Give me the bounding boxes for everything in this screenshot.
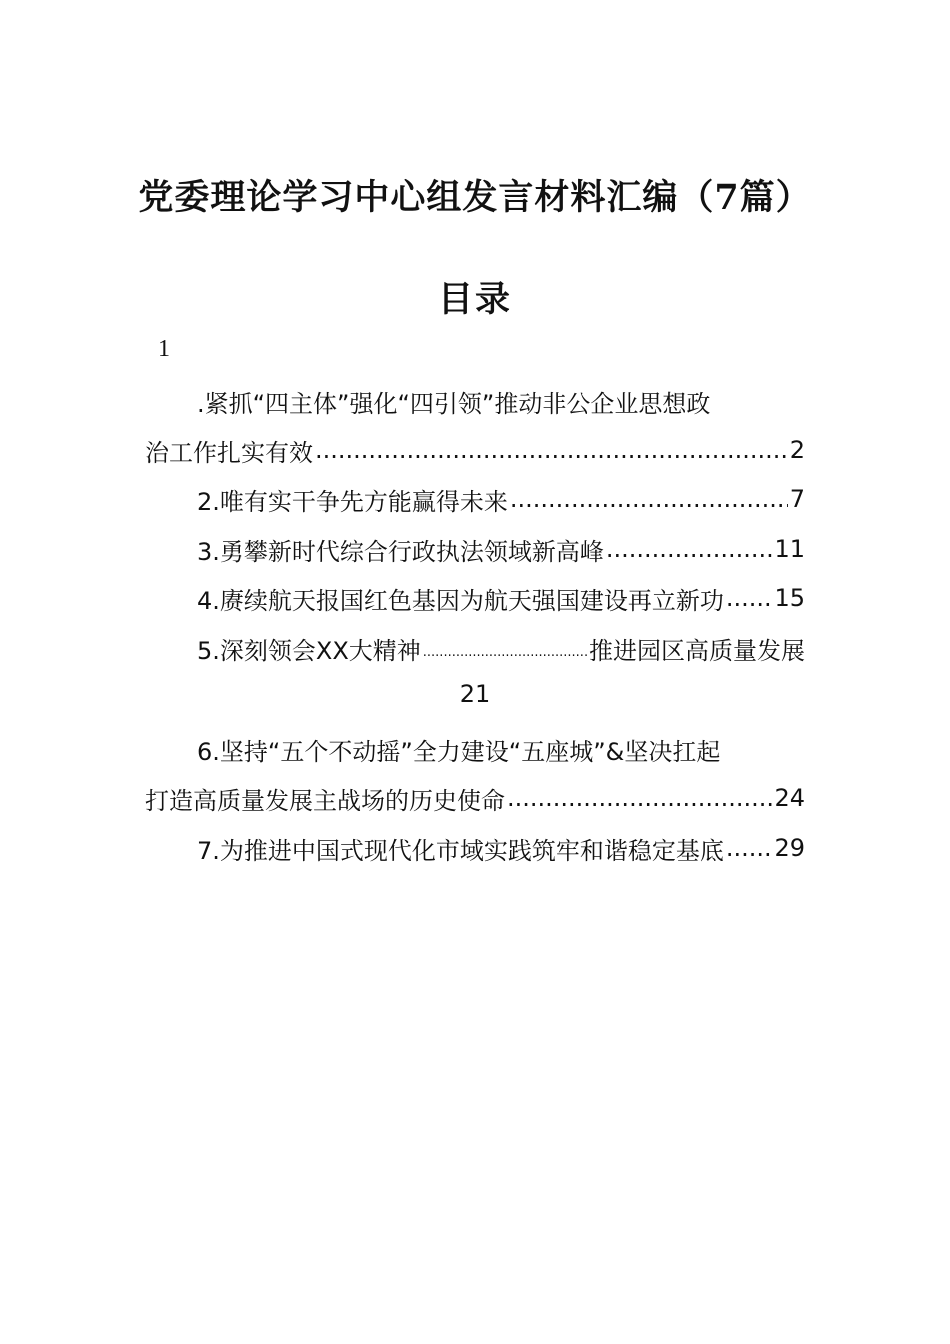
toc-entry-title: 3.勇攀新时代综合行政执法领域新高峰 bbox=[197, 537, 604, 566]
dot-leader bbox=[726, 834, 773, 862]
toc-page-number: 7 bbox=[789, 485, 805, 513]
toc-entry-title: 7.为推进中国式现代化市域实践筑牢和谐稳定基底 bbox=[197, 836, 724, 865]
toc-entry-1-line-2[interactable] bbox=[145, 432, 805, 468]
toc-entry-6-line-2[interactable] bbox=[145, 780, 805, 816]
toc-entry-title: 4.赓续航天报国红色基因为航天强国建设再立新功 bbox=[197, 586, 724, 615]
dot-leader bbox=[726, 584, 773, 612]
toc-entry-title: 2.唯有实干争先方能赢得未来 bbox=[197, 487, 508, 516]
toc-entry-4[interactable] bbox=[145, 580, 805, 616]
toc-page-number: 15 bbox=[774, 584, 805, 612]
toc-entry-title-right: 推进园区高质量发展 bbox=[589, 636, 805, 665]
dot-leader bbox=[315, 436, 788, 464]
toc-entry-1-line-1[interactable] bbox=[145, 383, 805, 419]
toc-page-number: 2 bbox=[789, 436, 805, 464]
toc-entry-5[interactable] bbox=[145, 630, 805, 666]
toc-entry-7[interactable] bbox=[145, 830, 805, 866]
dot-leader bbox=[606, 535, 773, 563]
toc-entry-title: 打造高质量发展主战场的历史使命 bbox=[145, 786, 505, 815]
dot-leader bbox=[510, 485, 788, 513]
toc-entry-title: 治工作扎实有效 bbox=[145, 438, 313, 467]
toc-entry-title: .紧抓“四主体”强化“四引领”推动非公企业思想政 bbox=[197, 389, 711, 418]
toc-page-number: 24 bbox=[774, 784, 805, 812]
toc-heading: 目录 bbox=[437, 279, 512, 320]
dot-leader bbox=[423, 637, 587, 660]
stray-number: 1 bbox=[158, 336, 170, 362]
toc-page-number: 29 bbox=[774, 834, 805, 862]
toc-entry-6-line-1[interactable] bbox=[145, 731, 805, 767]
toc-entry-title: 6.坚持“五个不动摇”全力建设“五座城”&坚决扛起 bbox=[197, 737, 721, 766]
dot-leader bbox=[507, 784, 772, 812]
toc-page-number: 21 bbox=[459, 680, 491, 708]
toc-entry-2[interactable] bbox=[145, 481, 805, 517]
toc-entry-title-left: 5.深刻领会XX大精神 bbox=[197, 636, 421, 665]
toc-entry-3[interactable] bbox=[145, 531, 805, 567]
document-title: 党委理论学习中心组发言材料汇编（7篇） bbox=[138, 177, 812, 218]
toc-page-number: 11 bbox=[774, 535, 805, 563]
